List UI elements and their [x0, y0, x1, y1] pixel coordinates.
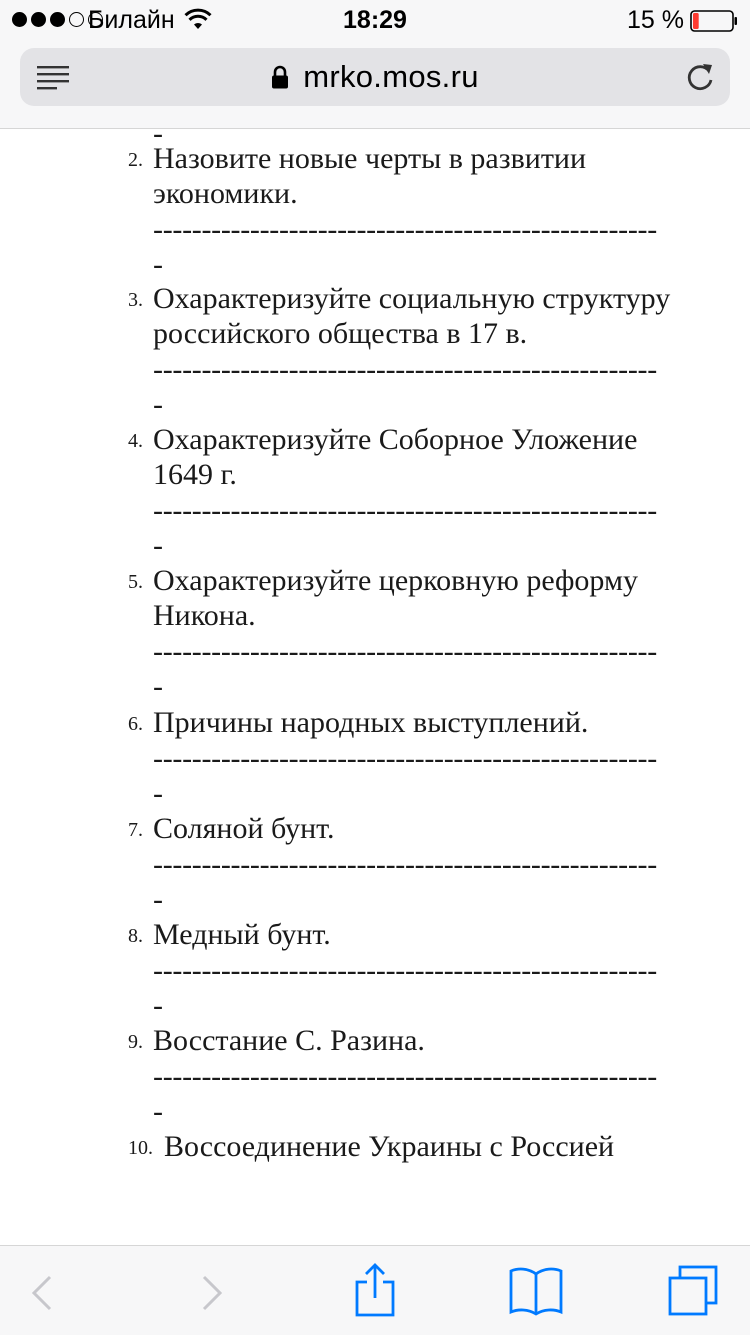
question-number: 9.: [128, 1031, 143, 1053]
answer-dash-line: ----------------------------------------------------: [153, 213, 657, 246]
url-text[interactable]: mrko.mos.ru: [303, 59, 479, 94]
question-text: Причины народных выступлений.: [153, 706, 589, 739]
answer-dash-line: ----------------------------------------------------: [153, 1060, 657, 1093]
status-time: 18:29: [343, 6, 407, 34]
question-text: Восстание С. Разина.: [153, 1024, 425, 1057]
answer-dash-tail: -: [153, 248, 163, 281]
question-number: 3.: [128, 289, 143, 311]
answer-dash-tail: -: [153, 883, 163, 916]
carrier-name: Билайн: [88, 6, 175, 34]
address-bar[interactable]: [20, 48, 730, 106]
question-text: Охарактеризуйте социальную структуру российского общества в 17 в.: [153, 282, 671, 350]
battery-percent: 15 %: [627, 6, 684, 34]
answer-dash-tail: -: [153, 670, 163, 703]
chevron-left-icon[interactable]: [18, 1268, 68, 1318]
question-text: Охарактеризуйте Соборное Уложение 1649 г.: [153, 423, 638, 491]
document-content: [0, 129, 750, 1244]
answer-dash-line: ----------------------------------------------------: [153, 742, 657, 775]
answer-dash-tail: -: [153, 529, 163, 562]
browser-toolbar: [0, 1245, 750, 1335]
lock-icon: [271, 65, 289, 89]
answer-dash-line: ----------------------------------------------------: [153, 353, 657, 386]
question-text: Воссоединение Украины с Россией: [164, 1130, 615, 1163]
question-number: 6.: [128, 713, 143, 735]
question-number: 4.: [128, 430, 143, 452]
question-text: Соляной бунт.: [153, 812, 335, 845]
book-icon[interactable]: [508, 1266, 564, 1316]
dash-fragment: -: [153, 129, 163, 150]
answer-dash-line: ----------------------------------------------------: [153, 954, 657, 987]
question-number: 7.: [128, 819, 143, 841]
answer-dash-line: ----------------------------------------------------: [153, 494, 657, 527]
question-number: 5.: [128, 571, 143, 593]
chevron-right-icon[interactable]: [186, 1268, 236, 1318]
browser-navigation-bar: [0, 40, 750, 129]
question-number: 2.: [128, 149, 143, 171]
answer-dash-line: ----------------------------------------------------: [153, 635, 657, 668]
status-bar: [0, 0, 750, 40]
question-text: Назовите новые черты в развитии экономики.: [153, 142, 587, 210]
reload-icon[interactable]: [684, 61, 716, 93]
answer-dash-tail: -: [153, 1095, 163, 1128]
answer-dash-tail: -: [153, 388, 163, 421]
tabs-icon[interactable]: [666, 1264, 720, 1318]
question-number: 8.: [128, 925, 143, 947]
question-text: Медный бунт.: [153, 918, 331, 951]
battery-icon: [690, 10, 738, 32]
question-text: Охарактеризуйте церковную реформу Никона.: [153, 564, 638, 632]
answer-dash-tail: -: [153, 777, 163, 810]
share-icon[interactable]: [348, 1262, 402, 1318]
answer-dash-line: ----------------------------------------------------: [153, 848, 657, 881]
question-number: 10.: [128, 1137, 153, 1159]
answer-dash-tail: -: [153, 989, 163, 1022]
